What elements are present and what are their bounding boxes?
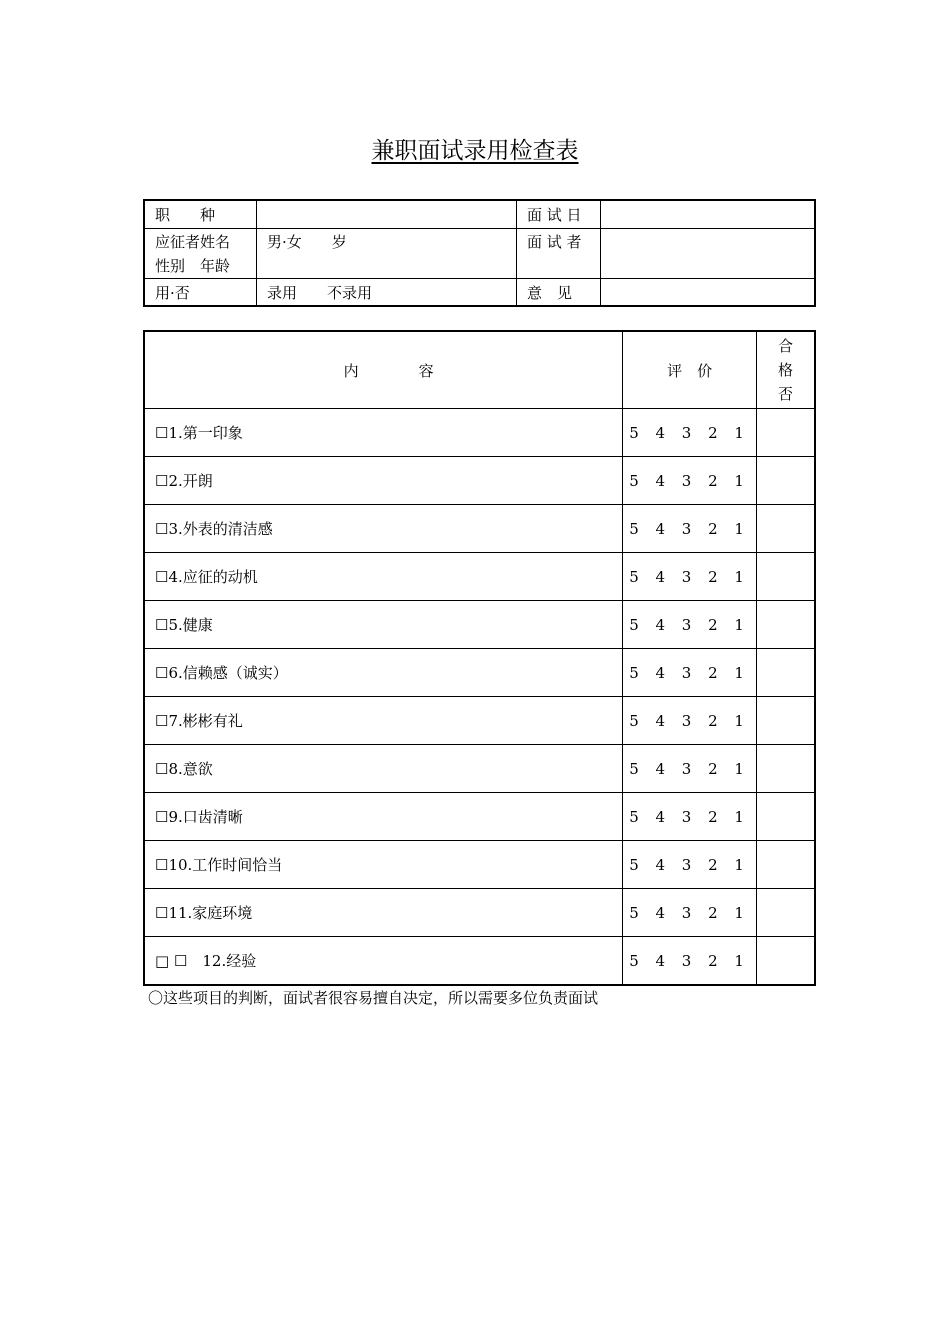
item-label[interactable]: ☐6.信赖感（诚实） [144, 649, 623, 697]
footnote: 〇这些项目的判断，面试者很容易擅自决定，所以需要多位负责面试 [148, 989, 599, 1007]
item-label[interactable]: ☐3.外表的清洁感 [144, 505, 623, 553]
decision-label: 用·否 [144, 279, 257, 307]
item-label[interactable]: ☐2.开朗 [144, 457, 623, 505]
item-label[interactable]: ☐7.彬彬有礼 [144, 697, 623, 745]
table-row [144, 457, 815, 505]
table-row [144, 793, 815, 841]
page-title-text: 兼职面试录用检查表 [371, 138, 579, 164]
item-label[interactable]: ☐1.第一印象 [144, 409, 623, 457]
item-pass-cell[interactable] [756, 937, 815, 986]
header-pass [756, 331, 815, 409]
item-score[interactable]: 5 4 3 2 1 [623, 793, 757, 841]
item-score[interactable]: 5 4 3 2 1 [623, 601, 757, 649]
table-row [144, 505, 815, 553]
item-label[interactable]: □ ☐ 12.经验 [144, 937, 623, 986]
evaluation-header-row [144, 331, 815, 409]
info-row-job [144, 200, 815, 229]
header-score: 评 价 [623, 331, 757, 409]
item-label[interactable]: ☐11.家庭环境 [144, 889, 623, 937]
item-pass-cell[interactable] [756, 409, 815, 457]
opinion-value[interactable] [601, 279, 816, 307]
table-row [144, 889, 815, 937]
page-title [0, 132, 950, 165]
job-value[interactable] [257, 200, 517, 229]
item-score[interactable]: 5 4 3 2 1 [623, 697, 757, 745]
item-pass-cell[interactable] [756, 841, 815, 889]
info-row-decision [144, 279, 815, 307]
table-row [144, 937, 815, 986]
evaluation-table [143, 330, 816, 986]
header-pass-line3: 否 [777, 385, 793, 403]
item-score[interactable]: 5 4 3 2 1 [623, 889, 757, 937]
interview-date-value[interactable] [601, 200, 816, 229]
table-row [144, 697, 815, 745]
item-score[interactable]: 5 4 3 2 1 [623, 553, 757, 601]
item-score[interactable]: 5 4 3 2 1 [623, 505, 757, 553]
item-label[interactable]: ☐9.口齿清晰 [144, 793, 623, 841]
item-score[interactable]: 5 4 3 2 1 [623, 409, 757, 457]
table-row [144, 649, 815, 697]
item-pass-cell[interactable] [756, 505, 815, 553]
table-row [144, 553, 815, 601]
applicant-label-line1: 应征者姓名 [155, 233, 231, 251]
item-pass-cell[interactable] [756, 745, 815, 793]
item-label[interactable]: ☐5.健康 [144, 601, 623, 649]
gender-age-value[interactable]: 男·女 岁 [257, 229, 517, 279]
table-row [144, 841, 815, 889]
job-label: 职 种 [144, 200, 257, 229]
item-score[interactable]: 5 4 3 2 1 [623, 841, 757, 889]
item-pass-cell[interactable] [756, 889, 815, 937]
header-pass-line2: 格 [777, 361, 793, 379]
item-label[interactable]: ☐10.工作时间恰当 [144, 841, 623, 889]
header-content: 内 容 [144, 331, 623, 409]
decision-options[interactable]: 录用 不录用 [257, 279, 517, 307]
item-pass-cell[interactable] [756, 457, 815, 505]
item-pass-cell[interactable] [756, 649, 815, 697]
opinion-label: 意 见 [517, 279, 601, 307]
item-pass-cell[interactable] [756, 697, 815, 745]
interview-date-label: 面 试 日 [517, 200, 601, 229]
item-score[interactable]: 5 4 3 2 1 [623, 745, 757, 793]
item-label[interactable]: ☐8.意欲 [144, 745, 623, 793]
table-row [144, 745, 815, 793]
item-score[interactable]: 5 4 3 2 1 [623, 649, 757, 697]
applicant-label-line2: 性别 年龄 [155, 257, 231, 275]
interviewer-label: 面 试 者 [517, 229, 601, 279]
item-pass-cell[interactable] [756, 793, 815, 841]
table-row [144, 409, 815, 457]
item-score[interactable]: 5 4 3 2 1 [623, 457, 757, 505]
info-row-applicant [144, 229, 815, 279]
table-row [144, 601, 815, 649]
header-pass-line1: 合 [777, 337, 793, 355]
info-table [143, 199, 816, 307]
item-pass-cell[interactable] [756, 601, 815, 649]
item-score[interactable]: 5 4 3 2 1 [623, 937, 757, 986]
applicant-label [144, 229, 257, 279]
item-pass-cell[interactable] [756, 553, 815, 601]
interviewer-value[interactable] [601, 229, 816, 279]
item-label[interactable]: ☐4.应征的动机 [144, 553, 623, 601]
